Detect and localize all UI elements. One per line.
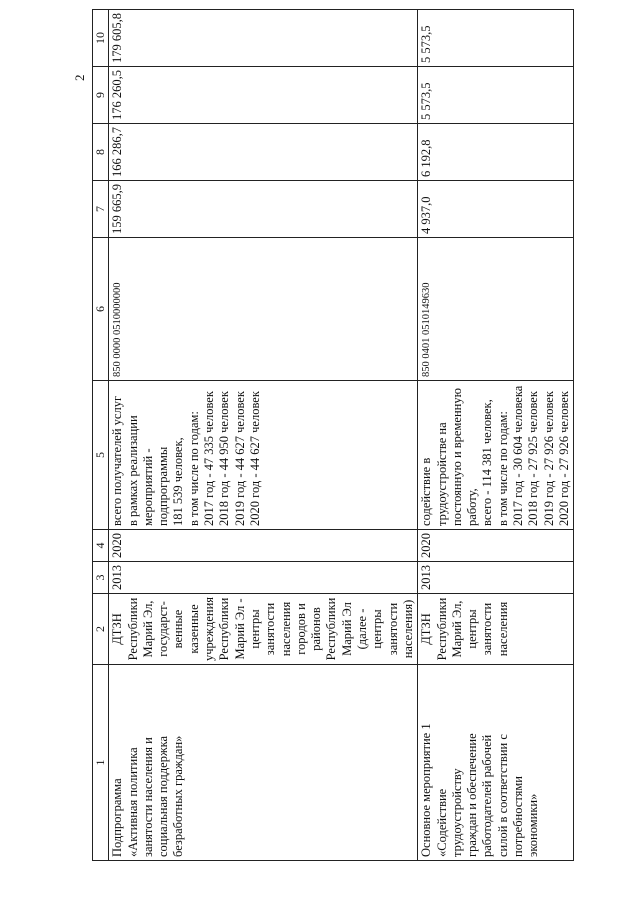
text-line: постоянную и временную bbox=[449, 388, 464, 526]
header-cell: 5 bbox=[93, 380, 109, 529]
text-line: Республики bbox=[217, 597, 232, 661]
value-cell-8: 166 286,7 bbox=[109, 123, 418, 180]
text-line: занятости населения и bbox=[140, 737, 155, 857]
text-line: «Активная политика bbox=[125, 747, 140, 857]
text-line: Подпрограмма bbox=[110, 778, 125, 857]
text-line: 2017 год - 30 604 человека bbox=[511, 385, 526, 526]
text-line: потребностями bbox=[511, 776, 526, 857]
text-line: центры bbox=[247, 609, 262, 649]
text-line: 2019 год - 44 627 человек bbox=[232, 391, 247, 526]
text-line: центры bbox=[370, 609, 385, 649]
text-line: мероприятий - bbox=[140, 448, 155, 526]
header-cell: 4 bbox=[93, 529, 109, 561]
text-line: трудоустройстве на bbox=[434, 422, 449, 526]
header-cell: 7 bbox=[93, 180, 109, 237]
text-line: Республики bbox=[125, 597, 140, 661]
text-line: Марий Эл, bbox=[140, 600, 155, 658]
text-line: содействие в bbox=[419, 457, 434, 526]
text-line: Марий Эл - bbox=[232, 598, 247, 660]
text-line: Марий Эл bbox=[339, 602, 354, 656]
text-line: 2020 год - 44 627 человек bbox=[247, 391, 262, 526]
table-row bbox=[109, 9, 418, 860]
indicator-cell bbox=[418, 380, 574, 529]
text-line: районов bbox=[309, 607, 324, 651]
text-line: всего получателей услуг bbox=[110, 395, 125, 526]
text-line: венные bbox=[171, 609, 186, 649]
executor-cell bbox=[418, 593, 574, 664]
text-line: социальная поддержка bbox=[156, 735, 171, 857]
value-cell-7: 4 937,0 bbox=[418, 180, 574, 237]
text-line: населения) bbox=[400, 599, 415, 659]
text-line: безработных граждан» bbox=[171, 735, 186, 857]
budget-code-cell: 850 0000 0510000000 bbox=[109, 237, 418, 380]
text-line: 2018 год - 44 950 человек bbox=[217, 391, 232, 526]
text-line: 2018 год - 27 925 человек bbox=[526, 391, 541, 526]
text-line: занятости bbox=[480, 602, 495, 656]
text-line: городов и bbox=[293, 603, 308, 655]
text-line: ДТЗН bbox=[419, 613, 434, 645]
text-line: силой в соответствии с bbox=[495, 734, 510, 857]
end-year-cell: 2020 bbox=[109, 529, 418, 561]
header-cell: 9 bbox=[93, 66, 109, 123]
end-year-cell: 2020 bbox=[418, 529, 574, 561]
text-line: трудоустройству bbox=[449, 768, 464, 857]
text-line: всего - 114 381 человек, bbox=[480, 399, 495, 526]
header-cell: 6 bbox=[93, 237, 109, 380]
text-line: граждан и обеспечение bbox=[465, 733, 480, 857]
text-line: в том числе по годам: bbox=[495, 411, 510, 526]
text-line: Основное мероприятие 1 bbox=[419, 723, 434, 857]
program-table bbox=[92, 9, 574, 861]
text-line: работу, bbox=[465, 488, 480, 526]
page-number: 2 bbox=[72, 74, 87, 81]
text-line: «Содействие bbox=[434, 788, 449, 857]
indicator-cell bbox=[109, 380, 418, 529]
text-line: 2020 год - 27 926 человек bbox=[556, 391, 571, 526]
text-line: занятости bbox=[385, 602, 400, 656]
text-line: подпрограммы bbox=[156, 446, 171, 526]
value-cell-9: 176 260,5 bbox=[109, 66, 418, 123]
header-cell: 10 bbox=[93, 9, 109, 66]
header-cell: 8 bbox=[93, 123, 109, 180]
text-line: в рамках реализации bbox=[125, 415, 140, 526]
executor-cell bbox=[109, 593, 418, 664]
value-cell-10: 5 573,5 bbox=[418, 9, 574, 66]
text-line: центры bbox=[465, 609, 480, 649]
header-row bbox=[93, 9, 109, 860]
program-name-cell bbox=[109, 665, 418, 861]
value-cell-8: 6 192,8 bbox=[418, 123, 574, 180]
text-line: учреждения bbox=[202, 596, 217, 661]
text-line: населения bbox=[278, 601, 293, 657]
start-year-cell: 2013 bbox=[418, 561, 574, 593]
text-line: экономики» bbox=[526, 793, 541, 857]
text-line: Республики bbox=[324, 597, 339, 661]
value-cell-7: 159 665,9 bbox=[109, 180, 418, 237]
text-line: работодателей рабочей bbox=[480, 734, 495, 857]
table-row bbox=[418, 9, 574, 860]
value-cell-10: 179 605,8 bbox=[109, 9, 418, 66]
text-line: (далее - bbox=[355, 608, 370, 650]
text-line: Марий Эл, bbox=[449, 600, 464, 658]
program-name-cell bbox=[418, 665, 574, 861]
header-cell: 3 bbox=[93, 561, 109, 593]
text-line: государст- bbox=[156, 601, 171, 657]
text-line: казенные bbox=[186, 604, 201, 654]
value-cell-9: 5 573,5 bbox=[418, 66, 574, 123]
budget-code-cell: 850 0401 0510149630 bbox=[418, 237, 574, 380]
header-cell: 1 bbox=[93, 665, 109, 861]
text-line: Республики bbox=[434, 597, 449, 661]
header-cell: 2 bbox=[93, 593, 109, 664]
text-line: в том числе по годам: bbox=[186, 411, 201, 526]
text-line: ДТЗН bbox=[110, 613, 125, 645]
text-line: 2019 год - 27 926 человек bbox=[541, 391, 556, 526]
text-line: 181 539 человек, bbox=[171, 437, 186, 526]
text-line: 2017 год - 47 335 человек bbox=[202, 391, 217, 526]
start-year-cell: 2013 bbox=[109, 561, 418, 593]
text-line: занятости bbox=[263, 602, 278, 656]
text-line: населения bbox=[495, 601, 510, 657]
